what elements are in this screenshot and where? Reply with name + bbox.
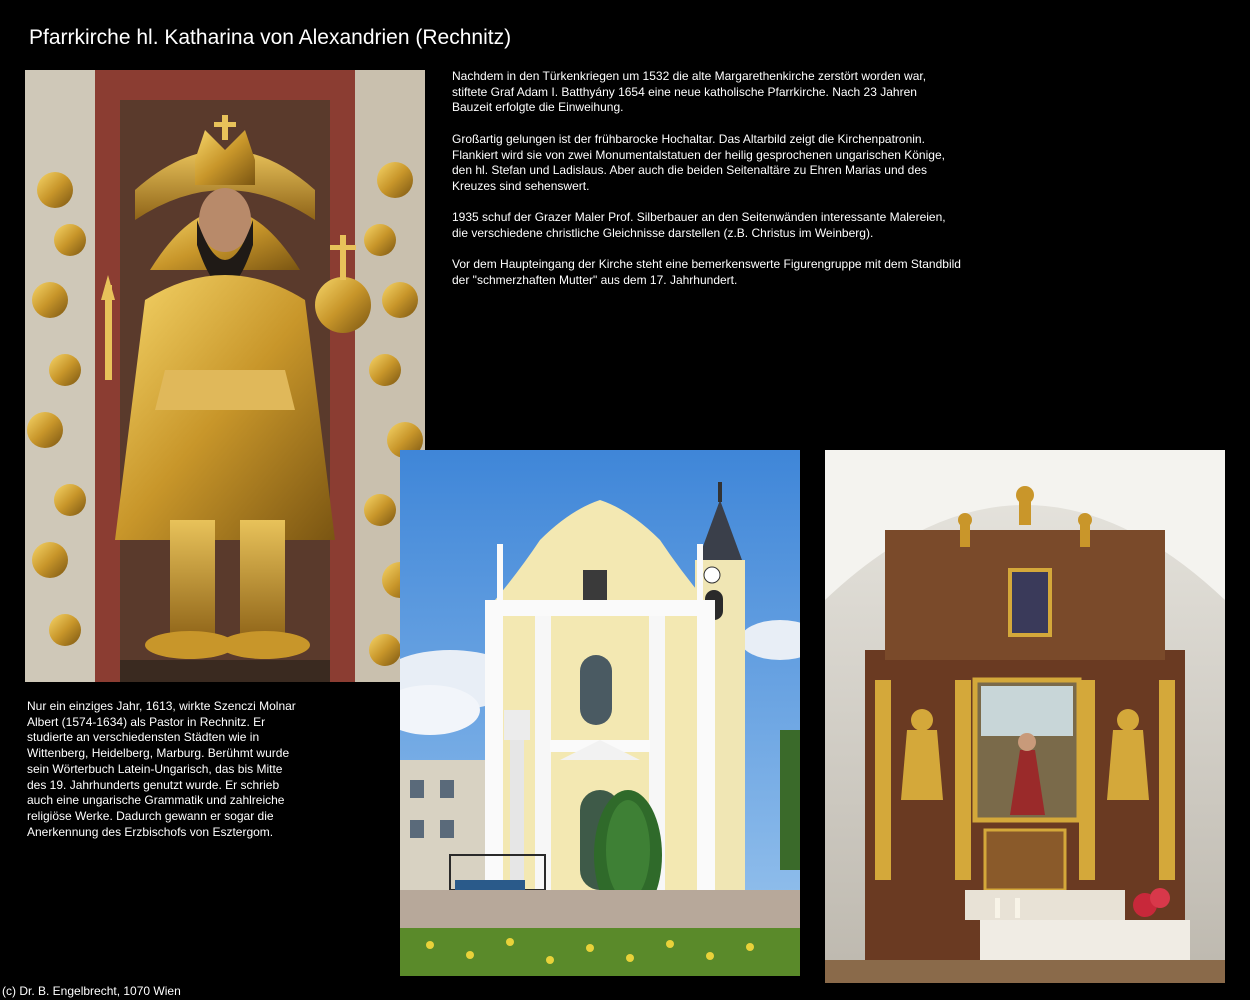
intro-text — [452, 69, 972, 304]
copyright-notice: (c) Dr. B. Engelbrecht, 1070 Wien — [2, 984, 181, 998]
intro-paragraph: Vor dem Haupteingang der Kirche steht eine bemerkenswerte Figurengruppe mit dem Standbild der "schmerzhaften Mutter" aus dem 17. Jahrhundert. — [452, 257, 961, 288]
high-altar-image — [825, 450, 1225, 983]
intro-paragraph: Großartig gelungen ist der frühbarocke Hochaltar. Das Altarbild zeigt die Kirchenpatronin. Flankiert wird sie von zwei Monumentalstatuen der heilig gesprochenen ungarischen Könige, den hl. Stefan und Ladislaus. Aber auch die beiden Seitenaltäre zu Ehren Marias und des Kreuzes sind sehenswert. — [452, 131, 945, 193]
intro-paragraph: 1935 schuf der Grazer Maler Prof. Silberbauer an den Seitenwänden interessante Malereien, die verschiedene christliche Gleichnisse darstellen (z.B. Christus im Weinberg). — [452, 210, 946, 240]
photo-gilded-king-statue — [25, 70, 425, 682]
king-statue-image — [25, 70, 425, 682]
church-exterior-image — [400, 450, 800, 976]
photo-high-altar — [825, 450, 1225, 983]
intro-paragraph: Nachdem in den Türkenkriegen um 1532 die alte Margarethenkirche zerstört worden war, stiftete Graf Adam I. Batthyány 1654 eine neue katholische Pfarrkirche. Nach 23 Jahren Bauzeit erfolgte die Einweihung. — [452, 69, 927, 115]
photo-church-exterior — [400, 450, 800, 976]
page-title: Pfarrkirche hl. Katharina von Alexandrien (Rechnitz) — [29, 26, 512, 49]
side-text-szenczi-molnar: Nur ein einziges Jahr, 1613, wirkte Szenczi Molnar Albert (1574-1634) als Pastor in Rechnitz. Er studierte an verschiedensten Städten wie in Wittenberg, Heidelberg, Marburg. Berühmt wurde sein Wörterbuch Latein-Ungarisch, das bis Mitte des 19. Jahrhunderts genutzt wurde. Er schrieb auch eine ungarische Grammatik und zahlreiche religiöse Werke. Dadurch gewann er sogar die Anerkennung des Erzbischofs von Esztergom. — [27, 699, 296, 839]
